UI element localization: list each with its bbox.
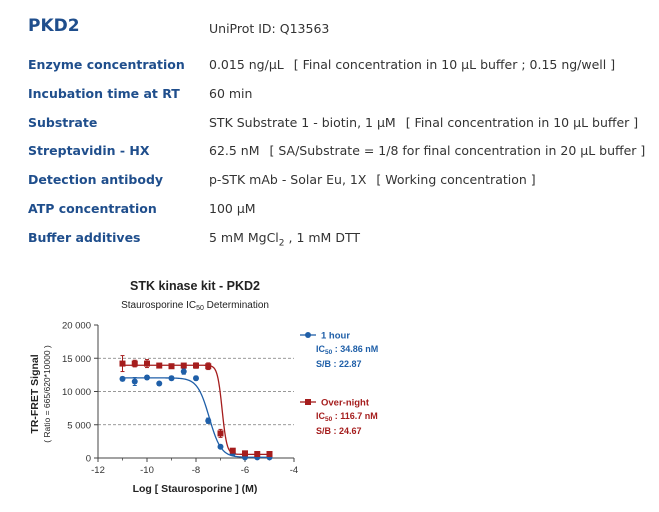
value-note: [ SA/Substrate = 1/8 for final concentration in 20 μL buffer ] — [269, 143, 646, 158]
data-point — [181, 369, 187, 375]
data-point — [169, 375, 175, 381]
param-row-atp — [0, 201, 659, 219]
param-row-enzyme — [0, 57, 659, 75]
x-axis-label: Log [ Staurosporine ] (M) — [132, 483, 258, 495]
value-text: 5 mM MgCl — [209, 230, 279, 245]
y-tick-label: 10 000 — [61, 387, 91, 398]
param-value — [209, 57, 615, 72]
x-tick-label: -10 — [140, 465, 154, 476]
chart-subtitle: Staurosporine $IC_{50}$ Determination — [121, 300, 269, 312]
data-point — [193, 375, 199, 381]
data-point — [218, 444, 224, 450]
param-label: Streptavidin - HX — [28, 143, 150, 158]
value-text: 62.5 nM — [209, 143, 260, 158]
chart-axes — [62, 321, 298, 477]
legend-ic50: $IC_{50}$ : 34.86 nM — [316, 344, 379, 356]
ic50-chart — [0, 268, 659, 508]
param-value — [209, 143, 645, 158]
chart-title: STK kinase kit - PKD2 — [130, 279, 260, 293]
value-text: p-STK mAb - Solar Eu, 1X — [209, 172, 367, 187]
legend-ic50: $IC_{50}$ : 116.7 nM — [316, 411, 378, 423]
legend-marker — [305, 399, 311, 405]
param-row-substrate — [0, 115, 659, 133]
param-label: Incubation time at RT — [28, 86, 180, 101]
param-label: Substrate — [28, 115, 98, 130]
y-axis-label: TR-FRET Signal — [29, 354, 41, 434]
param-value — [209, 230, 360, 249]
param-value — [209, 201, 266, 216]
value-note: [ Working concentration ] — [376, 172, 536, 187]
data-point — [156, 363, 162, 369]
legend-name: 1 hour — [321, 330, 351, 342]
data-point — [181, 363, 187, 369]
value-note: [ Final concentration in 10 μL buffer ; 0.15 ng/well ] — [293, 57, 616, 72]
data-point — [169, 363, 175, 369]
x-tick-label: -12 — [91, 465, 105, 476]
value-text: 100 μM — [209, 201, 256, 216]
legend-marker — [305, 332, 311, 338]
data-point — [254, 451, 260, 457]
x-tick-label: -6 — [240, 465, 250, 476]
param-value — [209, 86, 262, 101]
data-point — [205, 418, 211, 424]
chart-legend — [300, 331, 378, 437]
value-subscript: 2 — [278, 238, 285, 249]
legend-name: Over-night — [321, 397, 370, 409]
y-tick-label: 5 000 — [67, 420, 91, 432]
param-row-detection — [0, 172, 659, 190]
data-point — [230, 448, 236, 454]
y-tick-label: 15 000 — [61, 353, 91, 365]
param-label: ATP concentration — [28, 201, 157, 216]
param-label: Detection antibody — [28, 172, 164, 187]
value-text: 0.015 ng/μL — [209, 57, 284, 72]
value-text-post: , 1 mM DTT — [284, 230, 360, 245]
page-title: PKD2 — [28, 16, 80, 36]
value-text: STK Substrate 1 - biotin, 1 μM — [209, 115, 396, 130]
data-point — [242, 450, 248, 456]
data-point — [132, 361, 138, 367]
value-note: [ Final concentration in 10 μL buffer ] — [405, 115, 639, 130]
x-tick-label: -8 — [191, 465, 201, 476]
data-point — [120, 361, 126, 367]
data-point — [193, 363, 199, 369]
data-point — [218, 430, 224, 436]
data-point — [132, 379, 138, 385]
data-point — [144, 361, 150, 367]
y-tick-label: 0 — [85, 453, 91, 465]
param-label: Buffer additives — [28, 230, 141, 245]
data-point — [156, 381, 162, 387]
chart-points — [120, 356, 273, 461]
value-text: 60 min — [209, 86, 253, 101]
data-point — [205, 363, 211, 369]
param-value — [209, 115, 638, 130]
legend-sb: S/B : 24.67 — [316, 426, 362, 436]
fit-curve — [123, 378, 270, 457]
x-tick-label: -4 — [289, 465, 299, 476]
param-row-streptavidin — [0, 143, 659, 161]
data-point — [144, 375, 150, 381]
legend-sb: S/B : 22.87 — [316, 359, 362, 369]
data-point — [120, 376, 126, 382]
chart-svg — [0, 268, 659, 508]
param-value — [209, 172, 536, 187]
y-axis-sublabel: ( Ratio = 665/620*10000 ) — [42, 345, 52, 443]
param-row-buffer — [0, 230, 659, 248]
data-point — [267, 451, 273, 457]
uniprot-id: UniProt ID: Q13563 — [209, 21, 330, 36]
param-label: Enzyme concentration — [28, 57, 185, 72]
y-tick-label: 20 000 — [61, 320, 91, 332]
param-row-incubation — [0, 86, 659, 104]
